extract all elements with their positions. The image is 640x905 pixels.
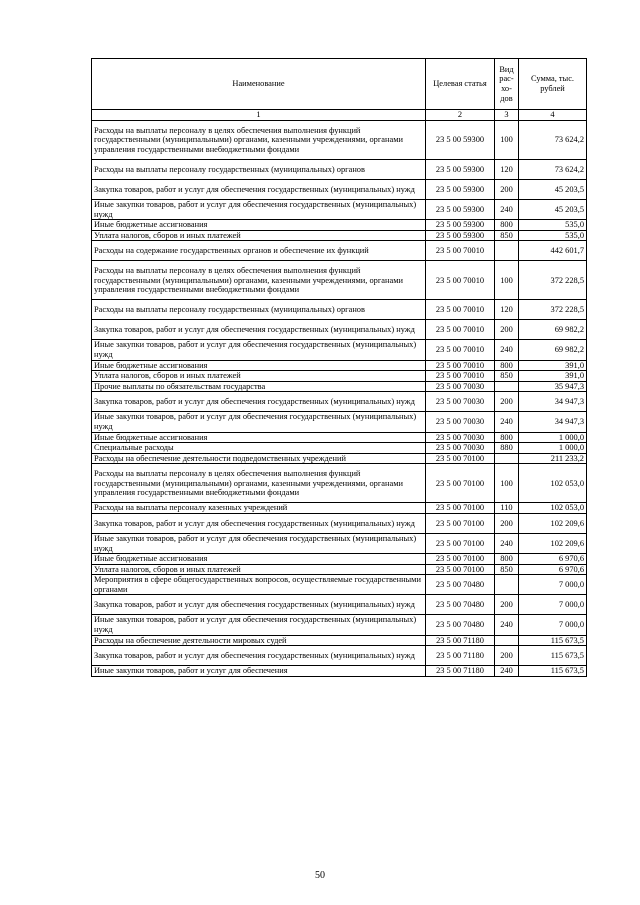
- row-name: Расходы на выплаты персоналу казенных учреждений: [92, 503, 426, 514]
- row-type: 240: [495, 666, 519, 677]
- row-type: 200: [495, 646, 519, 666]
- row-sum: 34 947,3: [519, 392, 587, 412]
- table-row: [92, 230, 587, 241]
- row-type: 100: [495, 464, 519, 503]
- row-type: 240: [495, 533, 519, 553]
- row-code: 23 5 00 70100: [426, 533, 495, 553]
- header-type: Вид рас-хо-дов: [495, 59, 519, 110]
- row-sum: 1 000,0: [519, 432, 587, 443]
- row-code: 23 5 00 70030: [426, 381, 495, 392]
- row-sum: 391,0: [519, 371, 587, 382]
- header-sum: Сумма, тыс. рублей: [519, 59, 587, 110]
- row-name: Иные закупки товаров, работ и услуг для обеспечения государственных (муниципальных) нужд: [92, 412, 426, 432]
- row-sum: 115 673,5: [519, 666, 587, 677]
- row-name: Расходы на выплаты персоналу государственных (муниципальных) органов: [92, 300, 426, 320]
- row-code: 23 5 00 70480: [426, 615, 495, 635]
- column-number: 2: [426, 110, 495, 121]
- table-row: [92, 615, 587, 635]
- table-row: [92, 554, 587, 565]
- row-sum: 211 233,2: [519, 453, 587, 464]
- row-code: 23 5 00 59300: [426, 230, 495, 241]
- budget-table: [91, 58, 587, 677]
- table-row: [92, 533, 587, 553]
- row-sum: 7 000,0: [519, 615, 587, 635]
- row-code: 23 5 00 70100: [426, 453, 495, 464]
- row-type: 850: [495, 371, 519, 382]
- row-type: 100: [495, 261, 519, 300]
- table-row: [92, 381, 587, 392]
- row-type: 800: [495, 360, 519, 371]
- row-name: Иные бюджетные ассигнования: [92, 360, 426, 371]
- table-row: [92, 300, 587, 320]
- table-row: [92, 392, 587, 412]
- row-name: Иные закупки товаров, работ и услуг для обеспечения: [92, 666, 426, 677]
- row-type: 200: [495, 513, 519, 533]
- row-code: 23 5 00 59300: [426, 220, 495, 231]
- row-sum: 35 947,3: [519, 381, 587, 392]
- row-name: Прочие выплаты по обязательствам государства: [92, 381, 426, 392]
- column-number: 1: [92, 110, 426, 121]
- row-type: 120: [495, 300, 519, 320]
- row-name: Закупка товаров, работ и услуг для обеспечения государственных (муниципальных) нужд: [92, 180, 426, 200]
- table-row: [92, 595, 587, 615]
- row-name: Иные бюджетные ассигнования: [92, 554, 426, 565]
- table-row: [92, 220, 587, 231]
- row-type: [495, 635, 519, 646]
- row-code: 23 5 00 70010: [426, 340, 495, 360]
- row-name: Расходы на обеспечение деятельности мировых судей: [92, 635, 426, 646]
- row-name: Закупка товаров, работ и услуг для обеспечения государственных (муниципальных) нужд: [92, 595, 426, 615]
- row-name: Иные закупки товаров, работ и услуг для обеспечения государственных (муниципальных) нужд: [92, 533, 426, 553]
- row-code: 23 5 00 70480: [426, 575, 495, 595]
- row-type: 120: [495, 160, 519, 180]
- row-code: 23 5 00 70010: [426, 371, 495, 382]
- row-code: 23 5 00 70100: [426, 513, 495, 533]
- table-row: [92, 432, 587, 443]
- table-row: [92, 666, 587, 677]
- table-row: [92, 412, 587, 432]
- table-row: [92, 121, 587, 160]
- row-code: 23 5 00 70010: [426, 261, 495, 300]
- row-type: 800: [495, 432, 519, 443]
- row-sum: 45 203,5: [519, 180, 587, 200]
- table-row: [92, 464, 587, 503]
- row-sum: 442 601,7: [519, 241, 587, 261]
- row-type: 200: [495, 595, 519, 615]
- row-name: Уплата налогов, сборов и иных платежей: [92, 371, 426, 382]
- column-number: 4: [519, 110, 587, 121]
- row-code: 23 5 00 70030: [426, 412, 495, 432]
- row-sum: 102 209,6: [519, 513, 587, 533]
- row-sum: 115 673,5: [519, 646, 587, 666]
- row-type: 200: [495, 180, 519, 200]
- row-sum: 7 000,0: [519, 575, 587, 595]
- row-code: 23 5 00 71180: [426, 635, 495, 646]
- row-sum: 535,0: [519, 220, 587, 231]
- row-sum: 73 624,2: [519, 160, 587, 180]
- row-sum: 102 209,6: [519, 533, 587, 553]
- row-code: 23 5 00 70100: [426, 464, 495, 503]
- row-code: 23 5 00 70100: [426, 503, 495, 514]
- row-type: 200: [495, 392, 519, 412]
- row-type: 800: [495, 220, 519, 231]
- row-name: Иные бюджетные ассигнования: [92, 432, 426, 443]
- row-name: Расходы на выплаты персоналу в целях обеспечения выполнения функций государственными (муниципальными) органами, казенными учреждениями, органами управления государственными внебюджетными фондами: [92, 261, 426, 300]
- row-type: 200: [495, 320, 519, 340]
- row-sum: 7 000,0: [519, 595, 587, 615]
- row-type: 240: [495, 412, 519, 432]
- row-name: Закупка товаров, работ и услуг для обеспечения государственных (муниципальных) нужд: [92, 646, 426, 666]
- row-type: 110: [495, 503, 519, 514]
- row-code: 23 5 00 70010: [426, 360, 495, 371]
- row-sum: 6 970,6: [519, 554, 587, 565]
- table-row: [92, 180, 587, 200]
- row-sum: 372 228,5: [519, 300, 587, 320]
- row-sum: 372 228,5: [519, 261, 587, 300]
- row-code: 23 5 00 70010: [426, 300, 495, 320]
- row-name: Расходы на выплаты персоналу государственных (муниципальных) органов: [92, 160, 426, 180]
- row-type: [495, 575, 519, 595]
- row-sum: 391,0: [519, 360, 587, 371]
- row-code: 23 5 00 70010: [426, 320, 495, 340]
- row-name: Иные закупки товаров, работ и услуг для обеспечения государственных (муниципальных) нужд: [92, 615, 426, 635]
- table-row: [92, 443, 587, 454]
- row-code: 23 5 00 59300: [426, 200, 495, 220]
- row-name: Закупка товаров, работ и услуг для обеспечения государственных (муниципальных) нужд: [92, 392, 426, 412]
- row-sum: 102 053,0: [519, 464, 587, 503]
- row-name: Расходы на выплаты персоналу в целях обеспечения выполнения функций государственными (муниципальными) органами, казенными учреждениями, органами управления государственными внебюджетными фондами: [92, 121, 426, 160]
- table-row: [92, 320, 587, 340]
- row-code: 23 5 00 70030: [426, 392, 495, 412]
- row-code: 23 5 00 59300: [426, 121, 495, 160]
- row-name: Расходы на обеспечение деятельности подведомственных учреждений: [92, 453, 426, 464]
- table-header-row: [92, 59, 587, 110]
- header-code: Целевая статья: [426, 59, 495, 110]
- table-row: [92, 513, 587, 533]
- row-type: 850: [495, 564, 519, 575]
- row-code: 23 5 00 59300: [426, 180, 495, 200]
- row-type: 800: [495, 554, 519, 565]
- table-row: [92, 564, 587, 575]
- row-name: Уплата налогов, сборов и иных платежей: [92, 564, 426, 575]
- row-type: 240: [495, 200, 519, 220]
- row-sum: 45 203,5: [519, 200, 587, 220]
- row-code: 23 5 00 70100: [426, 564, 495, 575]
- row-name: Иные закупки товаров, работ и услуг для обеспечения государственных (муниципальных) нужд: [92, 200, 426, 220]
- row-code: 23 5 00 70100: [426, 554, 495, 565]
- table-row: [92, 503, 587, 514]
- table-row: [92, 360, 587, 371]
- row-sum: 6 970,6: [519, 564, 587, 575]
- row-code: 23 5 00 70030: [426, 443, 495, 454]
- row-name: Закупка товаров, работ и услуг для обеспечения государственных (муниципальных) нужд: [92, 320, 426, 340]
- row-type: 850: [495, 230, 519, 241]
- table-row: [92, 646, 587, 666]
- row-type: 100: [495, 121, 519, 160]
- row-name: Специальные расходы: [92, 443, 426, 454]
- row-sum: 69 982,2: [519, 320, 587, 340]
- row-code: 23 5 00 70030: [426, 432, 495, 443]
- row-type: [495, 453, 519, 464]
- row-type: [495, 241, 519, 261]
- header-name: Наименование: [92, 59, 426, 110]
- row-sum: 1 000,0: [519, 443, 587, 454]
- row-code: 23 5 00 71180: [426, 646, 495, 666]
- column-number: 3: [495, 110, 519, 121]
- row-name: Иные закупки товаров, работ и услуг для обеспечения государственных (муниципальных) нужд: [92, 340, 426, 360]
- row-name: Иные бюджетные ассигнования: [92, 220, 426, 231]
- table-row: [92, 575, 587, 595]
- row-sum: 535,0: [519, 230, 587, 241]
- column-number-row: [92, 110, 587, 121]
- row-name: Расходы на выплаты персоналу в целях обеспечения выполнения функций государственными (муниципальными) органами, казенными учреждениями, органами управления государственными внебюджетными фондами: [92, 464, 426, 503]
- row-sum: 115 673,5: [519, 635, 587, 646]
- row-type: 240: [495, 340, 519, 360]
- row-type: 880: [495, 443, 519, 454]
- row-type: 240: [495, 615, 519, 635]
- row-name: Уплата налогов, сборов и иных платежей: [92, 230, 426, 241]
- row-code: 23 5 00 70480: [426, 595, 495, 615]
- table-row: [92, 241, 587, 261]
- row-sum: 73 624,2: [519, 121, 587, 160]
- row-name: Расходы на содержание государственных органов и обеспечение их функций: [92, 241, 426, 261]
- row-name: Закупка товаров, работ и услуг для обеспечения государственных (муниципальных) нужд: [92, 513, 426, 533]
- table-row: [92, 200, 587, 220]
- table-row: [92, 340, 587, 360]
- row-sum: 69 982,2: [519, 340, 587, 360]
- row-sum: 102 053,0: [519, 503, 587, 514]
- row-code: 23 5 00 71180: [426, 666, 495, 677]
- page-number: 50: [315, 870, 325, 881]
- row-name: Мероприятия в сфере общегосударственных вопросов, осуществляемые государственными органами: [92, 575, 426, 595]
- table-row: [92, 371, 587, 382]
- table-row: [92, 160, 587, 180]
- row-sum: 34 947,3: [519, 412, 587, 432]
- table-row: [92, 635, 587, 646]
- table-row: [92, 261, 587, 300]
- row-type: [495, 381, 519, 392]
- row-code: 23 5 00 59300: [426, 160, 495, 180]
- table-row: [92, 453, 587, 464]
- row-code: 23 5 00 70010: [426, 241, 495, 261]
